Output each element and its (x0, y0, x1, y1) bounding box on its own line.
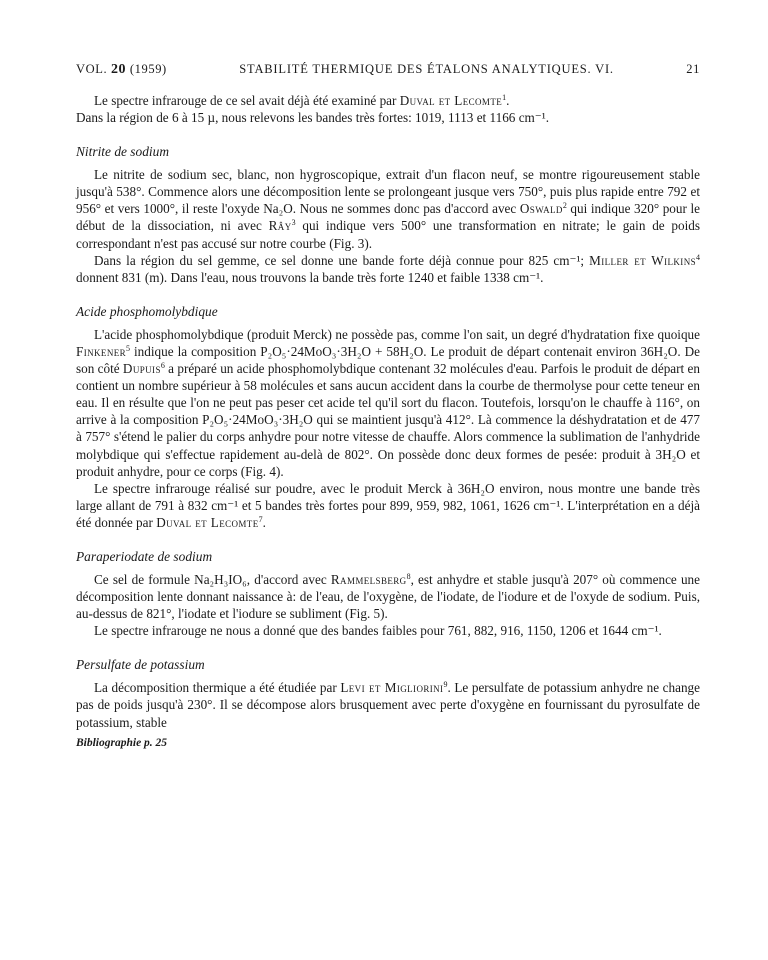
bibliography-footnote: Bibliographie p. 25 (76, 736, 168, 749)
author-citation: Oswald (519, 201, 563, 217)
reference-number: 1 (502, 93, 507, 102)
running-title: STABILITÉ THERMIQUE DES ÉTALONS ANALYTIQUES. VI. (239, 62, 614, 76)
author-citation: Duval et Lecomte (399, 93, 503, 108)
paraperiodate-paragraph-1: Ce sel de formule Na₂H₃IO₆, d'accord avec Rammelsberg$^8$, est anhydre et stable jusqu'à 207° où commence une décomposition lente donnant naissance à: de l'eau, de l'oxygène, de l'iodate, de l'iodure et de l'oxyde de sodium. Puis, au-dessus de 821°, l'iodate et l'iodure se subliment (Fig. 5). (76, 571, 700, 622)
reference-number: 2 (562, 201, 567, 211)
running-header (76, 62, 700, 78)
author-citation: Duval et Lecomte (156, 514, 259, 530)
persulfate-paragraph-1: La décomposition thermique a été étudiée par Levi et Migliorini$^9$. Le persulfate de potassium anhydre ne change pas de poids jusqu'à 230°. Il se décompose alors brusquement avec perte d'oxygène en fournissant du pyrosulfate de potassium, stable (76, 680, 700, 730)
section-title-paraperiodate: Paraperiodate de sodium (76, 548, 213, 564)
nitrite-paragraph-1: Le nitrite de sodium sec, blanc, non hygroscopique, extrait d'un flacon neuf, se montre rigoureusement stable jusqu'à 538°. Commence alors une décomposition lente se prolongeant jusque vers 750°, puis plus rapide entre 792 et 956° et vers 1000°, il reste l'oxyde Na₂O. Nous ne sommes donc pas d'accord avec Oswald$^2$ qui indique 320° pour le début de la dissociation, ni avec Rây$^3$ qui indique vers 500° une transformation en nitrate; le gain de poids correspondant n'est pas accusé sur notre courbe (Fig. 3). (76, 167, 701, 251)
section-title-persulfate: Persulfate de potassium (76, 657, 205, 673)
phospho-paragraph-1: L'acide phosphomolybdique (produit Merck) ne possède pas, comme l'on sait, un degré d'hydratation fixe quoique Finkener$^5$ indique la composition P₂O₅·24MoO₃·3H₂O + 58H₂O. Le produit de départ contenait environ 36H₂O. De son côté Dupuis$^6$ a préparé un acide phosphomolybdique contenant 32 molécules d'eau. Parfois le produit de départ en contient un nombre supérieur à 58 molécules et sans aucun accident dans la courbe de thermolyse pour cette teneur en eau. Il en résulte que l'on ne peut pas peser cet acide tel qu'il sort du flacon. Toutefois, lorsqu'on le chauffe à 116°, on arrive à la composition P₂O₅·24MoO₃·3H₂O qui se maintient jusqu'à 412°. Là commence la déshydratation et de 477 à 757° s'étend le palier du corps anhydre pour notre vitesse de chauffe. Alors commence la sublimation de l'anhydride molybdique qui s'effectue rapidement au-delà de 802°. On possède donc deux formes de pesée: produit à 3H₂O et produit anhydre, pour ce corps (Fig. 4). (76, 326, 700, 479)
author-citation: Rammelsberg (330, 571, 407, 587)
year: (1959) (129, 62, 167, 76)
phospho-paragraph-2: Le spectre infrarouge réalisé sur poudre, avec le produit Merck à 36H₂O environ, nous montre une bande très large allant de 791 à 832 cm⁻¹ et 5 bandes très fortes pour 899, 959, 982, 1061, 1626 cm⁻¹. L'interprétation en a déjà été donnée par Duval et Lecomte$^7$. (76, 480, 700, 530)
reference-number: 3 (291, 218, 296, 228)
author-citation: Finkener (76, 343, 127, 359)
nitrite-paragraph-2: Dans la région du sel gemme, ce sel donne une bande forte déjà connue pour 825 cm⁻¹; Miller et Wilkins$^4$ donnent 831 (m). Dans l'eau, nous trouvons la bande très forte 1240 et faible 1338 cm⁻¹. (76, 252, 700, 285)
page-number: 21 (686, 62, 700, 76)
reference-number: 5 (126, 343, 131, 353)
intro-paragraph-2: Dans la région de 6 à 15 µ, nous relevons les bandes très fortes: 1019, 1113 et 1166 cm⁻¹. (76, 110, 550, 126)
author-citation: Levi et Migliorini (340, 680, 444, 696)
reference-number: 6 (160, 361, 165, 371)
reference-number: 9 (443, 680, 448, 690)
author-citation: Miller et Wilkins (589, 252, 696, 268)
volume-info: VOL. 20 (1959) (76, 62, 167, 77)
reference-number: 8 (406, 571, 411, 581)
reference-number: 4 (696, 252, 700, 262)
author-citation: Dupuis (122, 361, 161, 377)
paraperiodate-paragraph-2: Le spectre infrarouge ne nous a donné que des bandes faibles pour 761, 882, 916, 1150, 1206 et 1644 cm⁻¹. (94, 623, 662, 639)
volume-number: 20 (110, 62, 127, 77)
intro-paragraph: Le spectre infrarouge de ce sel avait déjà été examiné par Duval et Lecomte$^1$. (94, 93, 510, 108)
reference-number: 7 (258, 514, 263, 524)
author-citation: Rây (268, 218, 292, 234)
section-title-phosphomolybdique: Acide phosphomolybdique (76, 303, 218, 319)
section-title-nitrite: Nitrite de sodium (76, 144, 169, 160)
